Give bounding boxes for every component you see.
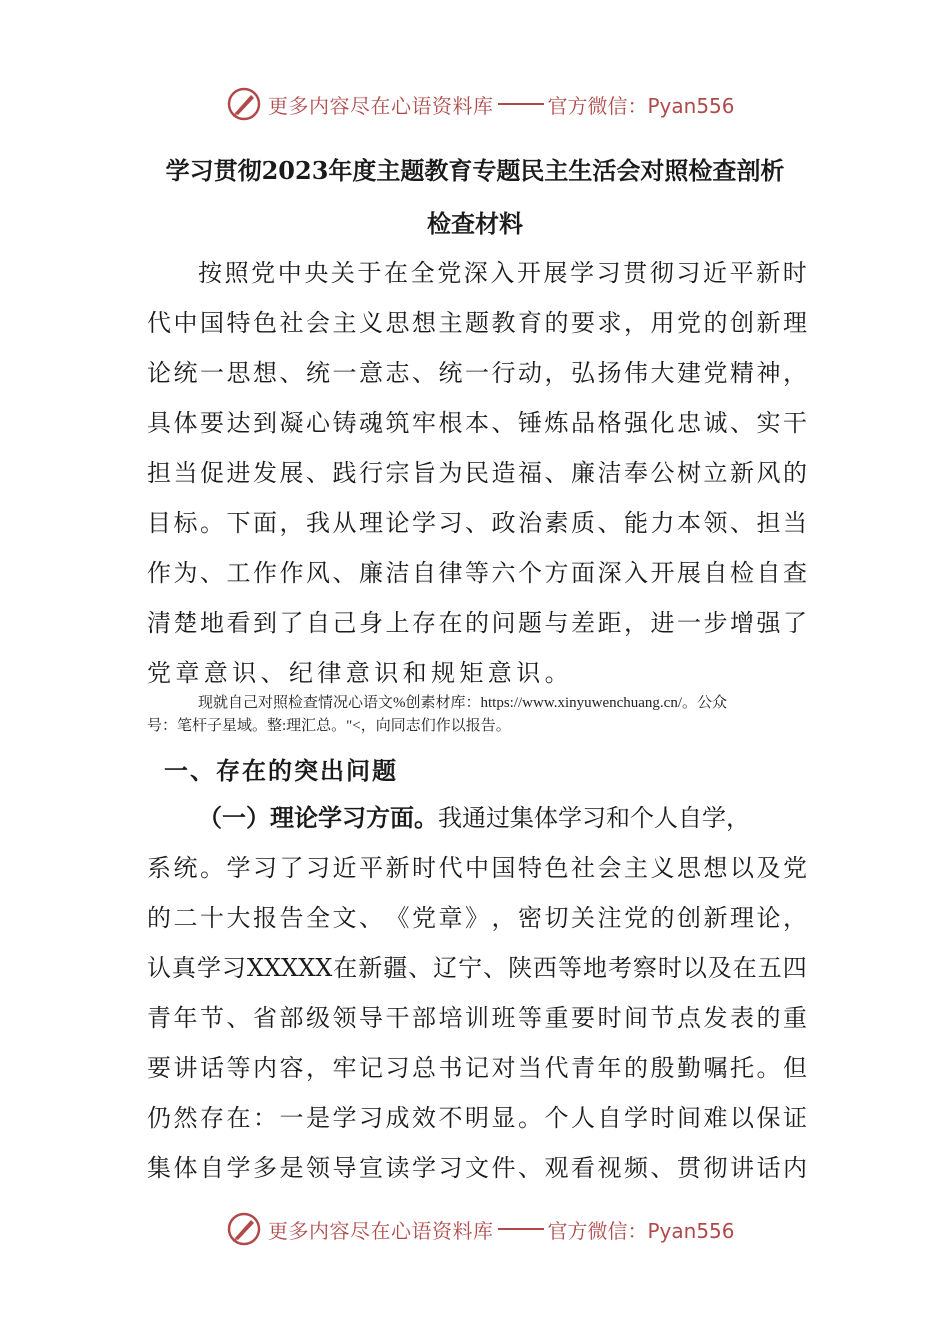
- watermark-dash: [498, 103, 544, 105]
- note-line-1: 现就自己对照检查情况心语文%创素材库：https://www.xinyuwenchuang.cn/。公众: [198, 695, 727, 711]
- section-line: 系 统 。 学 习 了 习 近 平 新 时 代 中 国 特 色 社 会 主 义 思 想 以 及 党: [147, 854, 807, 882]
- intro-line: 担 当 促 进 发 展 、 践 行 宗 旨 为 民 造 福 、 廉 洁 奉 公 树 立 新 风 的: [147, 459, 807, 487]
- watermark-text: 更多内容尽在心语资料库: [268, 93, 494, 118]
- section-first-line: [147, 803, 807, 833]
- section-line: 集 体 自 学 多 是 领 导 宣 读 学 习 文 件 、 观 看 视 频 、 贯 彻 讲 话 内: [147, 1154, 807, 1182]
- section-line: 要 讲 话 等 内 容 ， 牢 记 习 总 书 记 对 当 代 青 年 的 殷 勤 嘱 托 。 但: [147, 1054, 807, 1082]
- intro-line: 作 为 、 工 作 作 风 、 廉 洁 自 律 等 六 个 方 面 深 入 开 展 自 检 自 查: [147, 559, 807, 587]
- intro-line: 论 统 一 思 想 、 统 一 意 志 、 统 一 行 动 ， 弘 扬 伟 大 建 党 精 神 ，: [147, 359, 807, 387]
- quill-logo-icon: [226, 1211, 262, 1247]
- document-title-line-2: 检查材料: [427, 209, 523, 238]
- intro-line: 党章意识、纪律意识和规矩意识。: [147, 659, 573, 687]
- section-first-line-text: 我通过集体学习和个人自学，: [438, 804, 750, 832]
- quill-logo-icon: [226, 86, 262, 122]
- intro-line: 清 楚 地 看 到 了 自 己 身 上 存 在 的 问 题 与 差 距 ， 进 一 步 增 强 了: [147, 609, 807, 637]
- section-line: 认 真 学 习 XXXXX 在 新 疆 、 辽 宁 、 陕 西 等 地 考 察 时 以 及 在 五 四: [147, 954, 807, 982]
- section-heading: 一、存在的突出问题: [164, 756, 398, 785]
- sub-heading: （一）理论学习方面。: [198, 803, 438, 832]
- note-line-2: 号：笔杆子星域。整:理汇总。"<，向同志们作以报告。: [147, 718, 511, 734]
- watermark-wechat: 官方微信：Pyan556: [547, 1218, 735, 1243]
- watermark-banner-bottom: [226, 1207, 735, 1251]
- intro-line: 代 中 国 特 色 社 会 主 义 思 想 主 题 教 育 的 要 求 ， 用 党 的 创 新 理: [147, 309, 807, 337]
- intro-line: 目 标 。 下 面 ， 我 从 理 论 学 习 、 政 治 素 质 、 能 力 本 领 、 担 当: [147, 509, 807, 537]
- intro-line: 按 照 党 中 央 关 于 在 全 党 深 入 开 展 学 习 贯 彻 习 近 平 新 时: [198, 259, 807, 287]
- watermark-banner-top: [226, 82, 735, 126]
- watermark-dash: [498, 1228, 544, 1230]
- document-title-line-1: 学习贯彻2023年度主题教育专题民主生活会对照检查剖析: [165, 156, 785, 185]
- section-line: 青 年 节 、 省 部 级 领 导 干 部 培 训 班 等 重 要 时 间 节 点 发 表 的 重: [147, 1004, 807, 1032]
- watermark-wechat: 官方微信：Pyan556: [547, 93, 735, 118]
- section-line: 仍 然 存 在 ： 一 是 学 习 成 效 不 明 显 。 个 人 自 学 时 间 难 以 保 证: [147, 1104, 807, 1132]
- section-line: 的 二 十 大 报 告 全 文 、 《 党 章 》 ， 密 切 关 注 党 的 创 新 理 论 ，: [147, 904, 807, 932]
- watermark-text: 更多内容尽在心语资料库: [268, 1218, 494, 1243]
- intro-line: 具 体 要 达 到 凝 心 铸 魂 筑 牢 根 本 、 锤 炼 品 格 强 化 忠 诚 、 实 干: [147, 409, 807, 437]
